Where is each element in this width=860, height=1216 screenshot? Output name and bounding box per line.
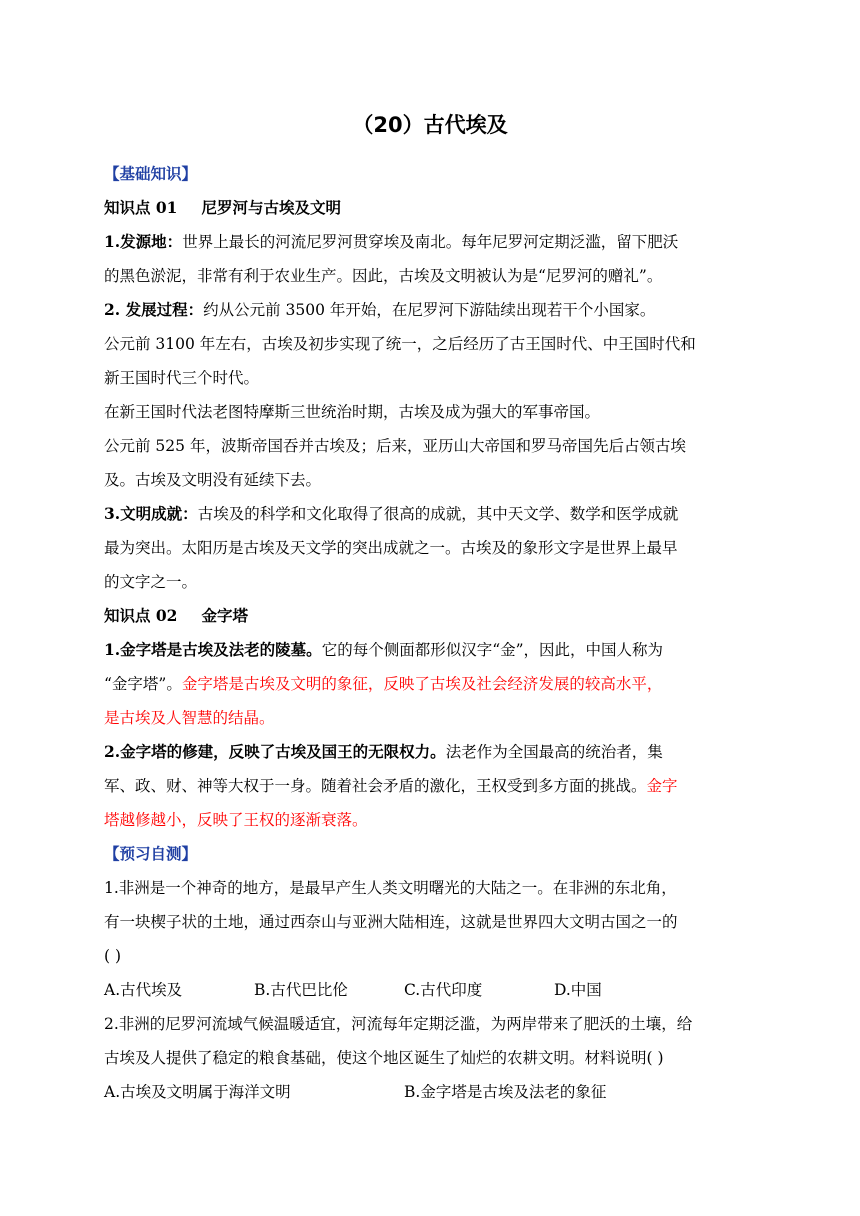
- option-a: A.古埃及文明属于海洋文明: [104, 1083, 291, 1101]
- kp2-construction-line2: 军、政、财、神等大权于一身。随着社会矛盾的激化，王权受到多方面的挑战。金字: [104, 777, 678, 795]
- kp2-tomb-paragraph: 1.金字塔是古埃及法老的陵墓。它的每个侧面都形似汉字“金”，因此，中国人称为: [104, 640, 664, 659]
- kp1-achievements-paragraph: 3.文明成就：古埃及的科学和文化取得了很高的成就，其中天文学、数学和医学成就: [104, 504, 679, 523]
- question-1-answer-blank: ( ): [104, 947, 122, 965]
- question-1-options: [104, 973, 759, 1007]
- kp2-construction-line3: 塔越修越小，反映了王权的逐渐衰落。: [104, 811, 368, 829]
- document-body: [104, 157, 759, 1109]
- kp1-origin-paragraph: 1.发源地：世界上最长的河流尼罗河贯穿埃及南北。每年尼罗河定期泛滥，留下肥沃: [104, 232, 679, 251]
- knowledge-point-2-heading: 知识点 02 金字塔: [104, 606, 248, 625]
- kp1-development-line5: 公元前 525 年，波斯帝国吞并古埃及；后来，亚历山大帝国和罗马帝国先后占领古埃: [104, 437, 686, 455]
- highlighted-text: 金字塔是古埃及文明的象征，反映了古埃及社会经济发展的较高水平，: [181, 675, 663, 693]
- question-2-line2: 古埃及人提供了稳定的粮食基础，使这个地区诞生了灿烂的农耕文明。材料说明( ): [104, 1049, 664, 1067]
- kp1-development-line6: 及。古埃及文明没有延续下去。: [104, 471, 322, 489]
- section-basic-knowledge: 【基础知识】: [104, 164, 198, 183]
- kp2-construction-paragraph: 2.金字塔的修建，反映了古埃及国王的无限权力。法老作为全国最高的统治者，集: [104, 742, 663, 761]
- option-c: C.古代印度: [404, 981, 483, 999]
- kp1-development-line3: 新王国时代三个时代。: [104, 369, 260, 387]
- page-title: （20）古代埃及: [352, 113, 508, 137]
- question-2-options: [104, 1075, 759, 1109]
- kp2-tomb-line3: 是古埃及人智慧的结晶。: [104, 709, 275, 727]
- option-b: B.古代巴比伦: [254, 981, 348, 999]
- question-2-line1: 2.非洲的尼罗河流域气候温暖适宜，河流每年定期泛滥，为两岸带来了肥沃的土壤，给: [104, 1015, 693, 1033]
- option-b: B.金字塔是古埃及法老的象征: [404, 1083, 607, 1101]
- highlighted-text: 金字: [646, 777, 678, 795]
- kp1-origin-paragraph-line2: 的黑色淤泥，非常有利于农业生产。因此，古埃及文明被认为是“尼罗河的赠礼”。: [104, 267, 663, 285]
- option-d: D.中国: [554, 981, 602, 999]
- kp2-tomb-line2: “金字塔”。金字塔是古埃及文明的象征，反映了古埃及社会经济发展的较高水平，: [104, 675, 663, 693]
- kp1-achievements-line2: 最为突出。太阳历是古埃及天文学的突出成就之一。古埃及的象形文字是世界上最早: [104, 539, 678, 557]
- knowledge-point-1-heading: 知识点 01 尼罗河与古埃及文明: [104, 198, 341, 217]
- kp1-development-line2: 公元前 3100 年左右，古埃及初步实现了统一，之后经历了古王国时代、中王国时代和: [104, 335, 696, 353]
- kp1-achievements-line3: 的文字之一。: [104, 573, 198, 591]
- kp1-development-paragraph: 2. 发展过程：约从公元前 3500 年开始，在尼罗河下游陆续出现若干个小国家。: [104, 300, 656, 319]
- section-preview-test: 【预习自测】: [104, 844, 198, 863]
- question-1-line1: 1.非洲是一个神奇的地方，是最早产生人类文明曙光的大陆之一。在非洲的东北角，: [104, 879, 677, 897]
- question-1-line2: 有一块楔子状的土地，通过西奈山与亚洲大陆相连，这就是世界四大文明古国之一的: [104, 913, 678, 931]
- option-a: A.古代埃及: [104, 981, 183, 999]
- kp1-development-line4: 在新王国时代法老图特摩斯三世统治时期，古埃及成为强大的军事帝国。: [104, 403, 601, 421]
